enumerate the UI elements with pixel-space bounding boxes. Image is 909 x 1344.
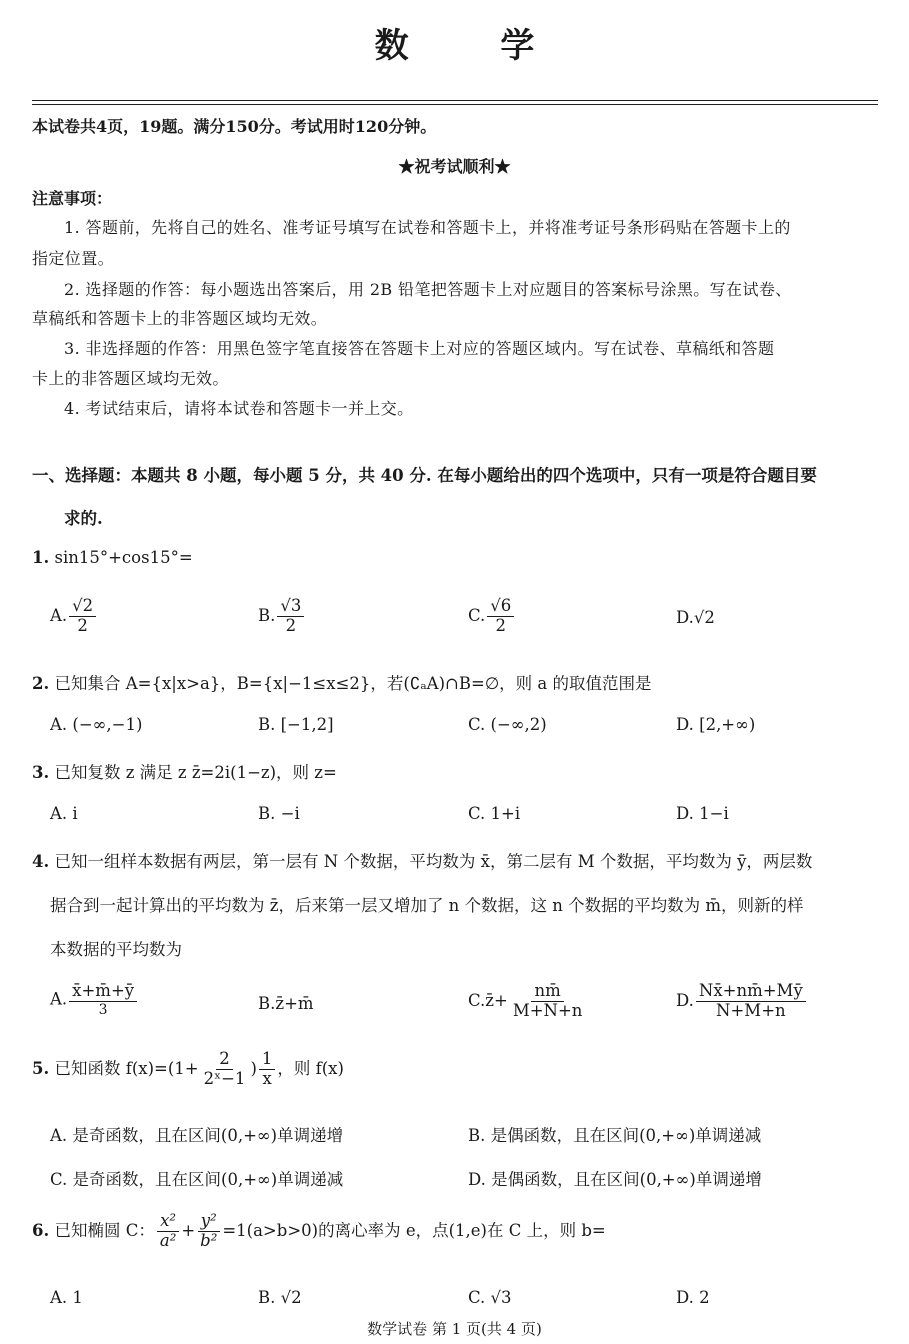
page-footer: 数学试卷 第 1 页(共 4 页) xyxy=(367,1320,542,1338)
question-6-option-a[interactable]: A. 1 xyxy=(50,1288,83,1307)
question-3-stem: 3. 已知复数 z 满足 z z̄=2i(1−z)，则 z= xyxy=(32,763,337,782)
question-3-option-a[interactable]: A. i xyxy=(50,804,78,823)
note-2a: 2. 选择题的作答：每小题选出答案后，用 2B 铅笔把答题卡上对应题目的答案标号涂黑。写在试卷、 xyxy=(64,280,792,299)
question-4-option-b[interactable]: B.z̄+m̄ xyxy=(258,994,314,1013)
question-3-option-d[interactable]: D. 1−i xyxy=(676,804,729,823)
question-1-option-c[interactable]: C. $\frac{√6}{2}$ xyxy=(468,597,516,636)
question-2-option-a[interactable]: A. (−∞,−1) xyxy=(50,715,143,734)
question-4-stem-line2: 据合到一起计算出的平均数为 z̄，后来第一层又增加了 n 个数据，这 n 个数据的平均数为 m̄，则新的样 xyxy=(50,896,804,915)
notes-heading: 注意事项： xyxy=(32,189,113,208)
question-5-option-b[interactable]: B. 是偶函数，且在区间(0,+∞)单调递减 xyxy=(468,1126,762,1145)
note-2b: 草稿纸和答题卡上的非答题区域均无效。 xyxy=(32,309,328,328)
note-3a: 3. 非选择题的作答：用黑色签字笔直接答在答题卡上对应的答题区域内。写在试卷、草稿纸和答题 xyxy=(64,339,775,358)
motto: ★祝考试顺利★ xyxy=(398,157,511,176)
question-1-option-b[interactable]: B. $\frac{√3}{2}$ xyxy=(258,597,306,636)
note-1a: 1. 答题前，先将自己的姓名、准考证号填写在试卷和答题卡上，并将准考证号条形码贴在答题卡上的 xyxy=(64,218,791,237)
section-1-heading-cont: 求的. xyxy=(64,509,103,528)
question-6-option-d[interactable]: D. 2 xyxy=(676,1288,710,1307)
question-2-option-d[interactable]: D. [2,+∞) xyxy=(676,715,756,734)
note-1b: 指定位置。 xyxy=(32,249,115,268)
question-5-option-c[interactable]: C. 是奇函数，且在区间(0,+∞)单调递减 xyxy=(50,1170,344,1189)
question-5-option-d[interactable]: D. 是偶函数，且在区间(0,+∞)单调递增 xyxy=(468,1170,762,1189)
question-4-option-d[interactable]: D. $\frac{Nx̄+nm̄+Mȳ}{N+M+n}$ xyxy=(676,982,808,1021)
question-2-option-b[interactable]: B. [−1,2] xyxy=(258,715,334,734)
question-4-stem-line1: 4. 已知一组样本数据有两层，第一层有 N 个数据，平均数为 x̄，第二层有 M 个数据，平均数为 ȳ，两层数 xyxy=(32,852,813,871)
page-title: 数 学 xyxy=(374,26,575,66)
question-3-option-c[interactable]: C. 1+i xyxy=(468,804,521,823)
question-4-option-a[interactable]: A. $\frac{x̄+m̄+ȳ}{3}$ xyxy=(50,982,139,1018)
note-4: 4. 考试结束后，请将本试卷和答题卡一并上交。 xyxy=(64,399,414,418)
question-4-option-c[interactable]: C.z̄+ $\frac{nm̄}{M+N+n}$ xyxy=(468,981,583,1020)
question-3-option-b[interactable]: B. −i xyxy=(258,804,300,823)
question-2-stem: 2. 已知集合 A={x|x>a}，B={x|−1≤x≤2}，若(∁ₐA)∩B=∅，则 a 的取值范围是 xyxy=(32,674,652,693)
question-4-stem-line3: 本数据的平均数为 xyxy=(50,940,182,959)
exam-info: 本试卷共4页，19题。满分150分。考试用时120分钟。 xyxy=(32,117,437,136)
question-2-option-c[interactable]: C. (−∞,2) xyxy=(468,715,547,734)
question-6-option-b[interactable]: B. √2 xyxy=(258,1288,302,1307)
section-1-heading: 一、选择题：本题共 8 小题，每小题 5 分，共 40 分. 在每小题给出的四个选项中，只有一项是符合题目要 xyxy=(32,466,817,485)
question-5-option-a[interactable]: A. 是奇函数，且在区间(0,+∞)单调递增 xyxy=(50,1126,344,1145)
question-1-stem: 1. sin15°+cos15°= xyxy=(32,548,193,567)
header-rule-top xyxy=(32,100,878,101)
note-3b: 卡上的非答题区域均无效。 xyxy=(32,369,229,388)
header-rule-bottom xyxy=(32,104,878,105)
question-1-option-a[interactable]: A. $\frac{√2}{2}$ xyxy=(50,597,98,636)
question-6-stem: 6. 已知椭圆 C： $\frac{\text{x²}}{\text{a²}}$ + $\frac{\text{y²}}{\text{b²}}$ =1(a>b>0)的离心率为 e，点(1,e)在 C 上，则 b= xyxy=(32,1211,606,1250)
question-5-stem: 5. 已知函数 f(x)=(1+ $\frac{2}{\text{2ˣ−1}}$ ) $\frac{1}{x}$ ，则 f(x) xyxy=(32,1049,344,1088)
question-6-option-c[interactable]: C. √3 xyxy=(468,1288,512,1307)
question-1-option-d[interactable]: D.√2 xyxy=(676,608,715,627)
